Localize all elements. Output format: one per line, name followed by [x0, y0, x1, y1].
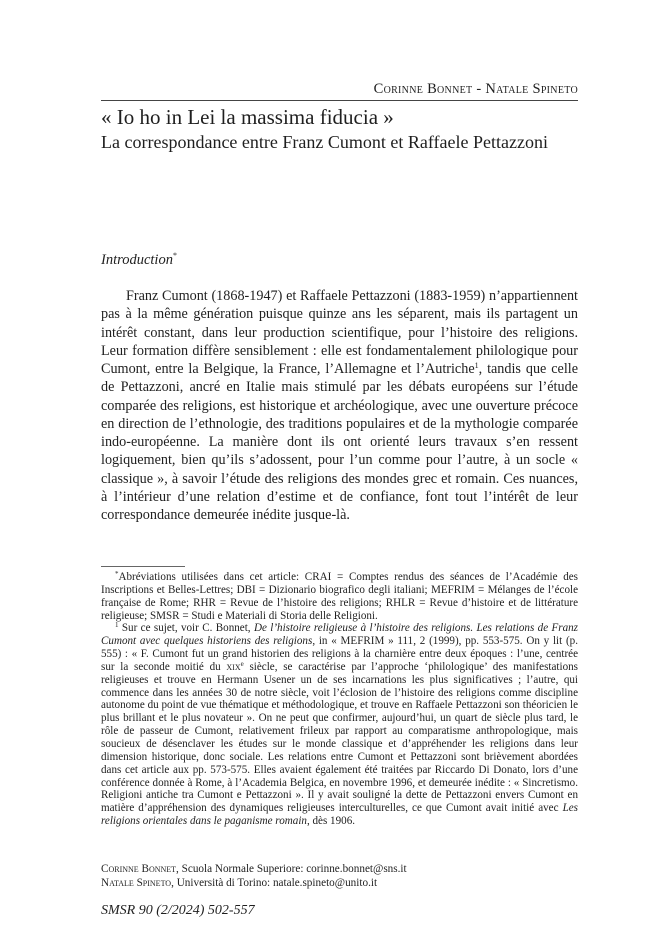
body-text: [101, 287, 578, 524]
running-header-authors: Corinne Bonnet - Natale Spineto: [373, 81, 578, 97]
footnote-1-text-b: , in « MEFRIM » 111, 2 (1999), pp. 553-575. On y lit (p. 555) : « F. Cumont fut un grand historien des religions à la charnière entre deux époques : l’une, centrée sur la seconde moitié du: [101, 635, 578, 673]
header-rule: [101, 100, 578, 101]
contact-name: Corinne Bonnet: [101, 863, 177, 875]
body-text-part2: , tandis que celle de Pettazzoni, ancré en Italie mais stimulé par les débats européens sur l’étude comparée des religions, est historique et archéologique, avec une ouverture précoce en direction de l’ethnologie, des traditions populaires et de la mythologie comparée indo-européenne. La manière dont ils ont orienté leurs travaux s’en ressent logiquement, bien qu’ils s’adossent, pour l’un comme pour l’autre, à un socle « classique », à savoir l’étude des religions des mondes grec et romain. Ces nuances, à l’intérieur d’une relation d’estime et de confiance, font tout l’intérêt de leur correspondance demeurée inédite jusque-là.: [101, 361, 579, 523]
footnote-1-century: xix: [226, 660, 241, 673]
footnote-1-century-sup: e: [240, 659, 244, 668]
section-heading-note-marker: *: [172, 251, 177, 260]
article-title: « Io ho in Lei la massima fiducia »: [101, 105, 394, 129]
contact-affiliation-email[interactable]: , Scuola Normale Superiore: corinne.bonnet@sns.it: [176, 863, 407, 875]
footnote-1-text-d: , dès 1906.: [306, 815, 356, 828]
footnote-star: [101, 571, 578, 622]
footnote-1: [101, 622, 578, 828]
section-heading: [101, 251, 177, 269]
contact-line-spineto: [101, 876, 407, 890]
footnote-star-marker: *: [115, 570, 119, 578]
contact-line-bonnet: [101, 862, 407, 876]
footnote-1-cited-title: De l’histoire religieuse à l’histoire des religions. Les relations de Franz Cumont avec quelques historiens des religions: [101, 622, 578, 648]
footnote-star-text: Abréviations utilisées dans cet article: CRAI = Comptes rendus des séances de l’Académie des Inscriptions et Belles-Lettres; DBI = Dizionario biografico degli italiani; MEFRIM = Mélanges de l’école française de Rome; RHR = Revue de l’histoire des religions; RHLR = Revue d’histoire et de littérature religieuse; SMSR = Studi e Materiali di Storia delle Religioni.: [101, 571, 578, 622]
article-subtitle: La correspondance entre Franz Cumont et Raffaele Pettazzoni: [101, 132, 548, 152]
section-heading-text: Introduction: [101, 252, 173, 268]
body-text-part1: Franz Cumont (1868-1947) et Raffaele Pettazzoni (1883-1959) n’appartiennent pas à la même génération puisque quinze ans les séparent, mais ils partagent un intérêt constant, dans leur production scientifique, pour l’histoire des religions. Leur formation diffère sensiblement : elle est fondamentalement philologique pour Cumont, entre la Belgique, la France, l’Allemagne et l’Autriche: [101, 288, 578, 377]
footnote-1-text-a: Sur ce sujet, voir C. Bonnet,: [121, 622, 254, 635]
contact-name: Natale Spineto: [101, 877, 172, 889]
footnotes: [101, 571, 578, 828]
footnote-rule: [101, 566, 185, 567]
footnote-1-marker: 1: [115, 621, 119, 630]
author-contacts: [101, 862, 407, 890]
body-paragraph: [101, 287, 578, 524]
footnote-1-text-c: siècle, se caractérise par l’approche ‘philologique’ des manifestations religieuses et trouve en Hermann Usener un de ses incarnations les plus significatives ; l’autre, qui commence dans les années 30 de notre siècle, voit l’éclosion de l’histoire des religions comme discipline autonome du point de vue thématique et méthodologique, et trouve en Raffaele Pettazzoni son théoricien le plus brillant et le plus novateur ». On ne peut que confirmer, aujourd’hui, un quart de siècle plus tard, le rôle de passeur de Cumont, relativement frileux par rapport au comparatisme anthropologique, mais soucieux de désenclaver les études sur le monde classique et d’appréhender les religions dans leur dimension historique, donc sociale. Les relations entre Cumont et Pettazzoni sont brièvement abordées dans cet article aux pp. 573-575. Elles avaient également été traitées par Riccardo Di Donato, lors d’une conférence donnée à Rome, à l’Academia Belgica, en novembre 1996, et demeurée inédite : « Sincretismo. Religioni antiche tra Cumont e Pettazzoni ». Il y avait souligné la dette de Pettazzoni envers Cumont en matière d’appréhension des dynamiques religieuses interculturelles, ce que Cumont avait initié avec: [101, 660, 578, 815]
footnote-ref-1[interactable]: 1: [474, 361, 479, 370]
contact-affiliation-email[interactable]: , Università di Torino: natale.spineto@unito.it: [171, 877, 378, 889]
journal-citation: SMSR 90 (2/2024) 502-557: [101, 903, 255, 918]
footnote-1-cited-book: Les religions orientales dans le paganisme romain: [101, 802, 578, 828]
